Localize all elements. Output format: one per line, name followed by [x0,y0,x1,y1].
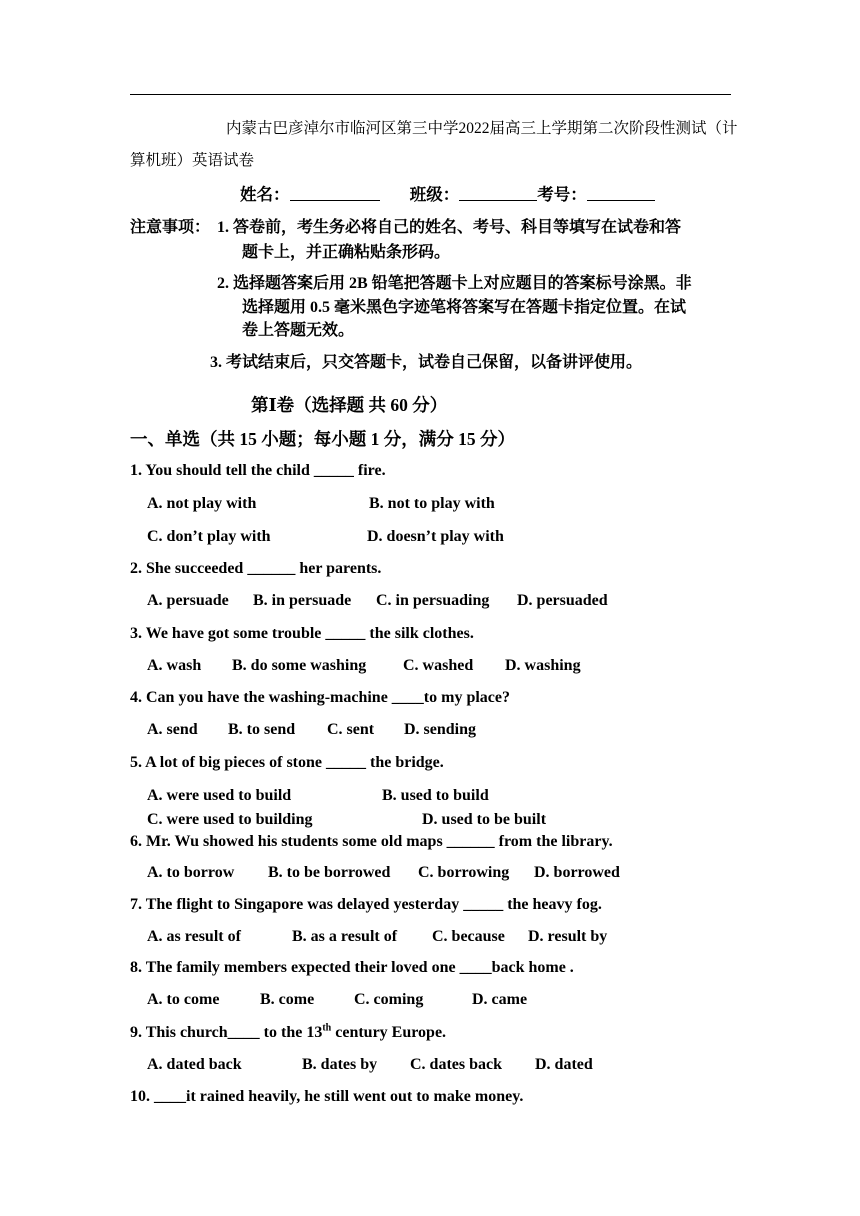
student-info-row [240,181,655,205]
q6-option-a[interactable]: A. to borrow [147,864,235,881]
note-1-line1: 1. 答卷前，考生务必将自己的姓名、考号、科目等填写在试卷和答 [217,219,682,236]
name-label: 姓名： [240,185,290,204]
q3-option-a[interactable]: A. wash [147,657,202,674]
section-title: 一、单选（共 15 小题；每小题 1 分，满分 15 分） [130,429,515,449]
q8-option-b[interactable]: B. come [260,991,315,1008]
q8-option-d[interactable]: D. came [472,991,528,1008]
q3-option-b[interactable]: B. do some washing [232,657,367,674]
question-10-stem: 10. ____it rained heavily, he still went out to make money. [130,1088,524,1105]
q9-option-c[interactable]: C. dates back [410,1056,503,1073]
q2-option-a[interactable]: A. persuade [147,592,229,609]
q8-option-c[interactable]: C. coming [354,991,424,1008]
q7-option-a[interactable]: A. as result of [147,928,241,945]
q9-stem-superscript: th [322,1022,332,1034]
q5-option-a[interactable]: A. were used to build [147,787,292,804]
q6-option-c[interactable]: C. borrowing [418,864,510,881]
question-3-stem: 3. We have got some trouble _____ the silk clothes. [130,625,474,642]
q7-option-c[interactable]: C. because [432,928,505,945]
number-blank[interactable] [587,184,655,201]
notes-label: 注意事项： [130,219,211,236]
q2-option-c[interactable]: C. in persuading [376,592,490,609]
question-6-stem: 6. Mr. Wu showed his students some old maps ______ from the library. [130,833,613,850]
note-2-line1: 2. 选择题答案后用 2B 铅笔把答题卡上对应题目的答案标号涂黑。非 [217,275,692,292]
question-7-stem: 7. The flight to Singapore was delayed yesterday _____ the heavy fog. [130,896,602,913]
question-9-stem [130,1024,446,1042]
q9-stem-part2: century Europe. [331,1024,447,1041]
number-label: 考号： [537,185,587,204]
q5-option-c[interactable]: C. were used to building [147,811,313,828]
q8-option-a[interactable]: A. to come [147,991,220,1008]
note-1-line2: 题卡上，并正确粘贴条形码。 [242,244,451,261]
q1-option-d[interactable]: D. doesn’t play with [367,528,504,545]
note-2-line2: 选择题用 0.5 毫米黑色字迹笔将答案写在答题卡指定位置。在试 [242,299,687,316]
q9-option-a[interactable]: A. dated back [147,1056,242,1073]
note-2-line3: 卷上答题无效。 [242,322,355,339]
q6-option-b[interactable]: B. to be borrowed [268,864,391,881]
q2-option-b[interactable]: B. in persuade [253,592,352,609]
question-8-stem: 8. The family members expected their loved one ____back home . [130,959,574,976]
question-5-stem: 5. A lot of big pieces of stone _____ the bridge. [130,754,444,771]
q4-option-c[interactable]: C. sent [327,721,375,738]
exam-title-line2: 算机班）英语试卷 [130,152,255,169]
exam-title-line1: 内蒙古巴彦淖尔市临河区第三中学2022届高三上学期第二次阶段性测试（计 [226,120,738,137]
q1-option-c[interactable]: C. don’t play with [147,528,271,545]
q9-option-b[interactable]: B. dates by [302,1056,378,1073]
q1-option-a[interactable]: A. not play with [147,495,257,512]
question-2-stem: 2. She succeeded ______ her parents. [130,560,382,577]
q4-option-b[interactable]: B. to send [228,721,296,738]
name-blank[interactable] [290,184,380,201]
question-4-stem: 4. Can you have the washing-machine ____to my place? [130,689,511,706]
part-title: 第Ⅰ卷（选择题 共 60 分） [251,395,448,415]
q4-option-a[interactable]: A. send [147,721,198,738]
q5-option-d[interactable]: D. used to be built [422,811,547,828]
note-3: 3. 考试结束后，只交答题卡，试卷自己保留，以备讲评使用。 [210,354,643,371]
q1-option-b[interactable]: B. not to play with [369,495,495,512]
header-rule [130,94,731,95]
q3-option-c[interactable]: C. washed [403,657,474,674]
q9-option-d[interactable]: D. dated [535,1056,593,1073]
q7-option-d[interactable]: D. result by [528,928,608,945]
q6-option-d[interactable]: D. borrowed [534,864,620,881]
class-blank[interactable] [459,184,537,201]
q3-option-d[interactable]: D. washing [505,657,581,674]
q2-option-d[interactable]: D. persuaded [517,592,608,609]
q5-option-b[interactable]: B. used to build [382,787,489,804]
question-1-stem: 1. You should tell the child _____ fire. [130,462,386,479]
q4-option-d[interactable]: D. sending [404,721,477,738]
class-label: 班级： [409,185,460,204]
q9-stem-part1: 9. This church____ to the 13 [130,1024,323,1041]
q7-option-b[interactable]: B. as a result of [292,928,398,945]
